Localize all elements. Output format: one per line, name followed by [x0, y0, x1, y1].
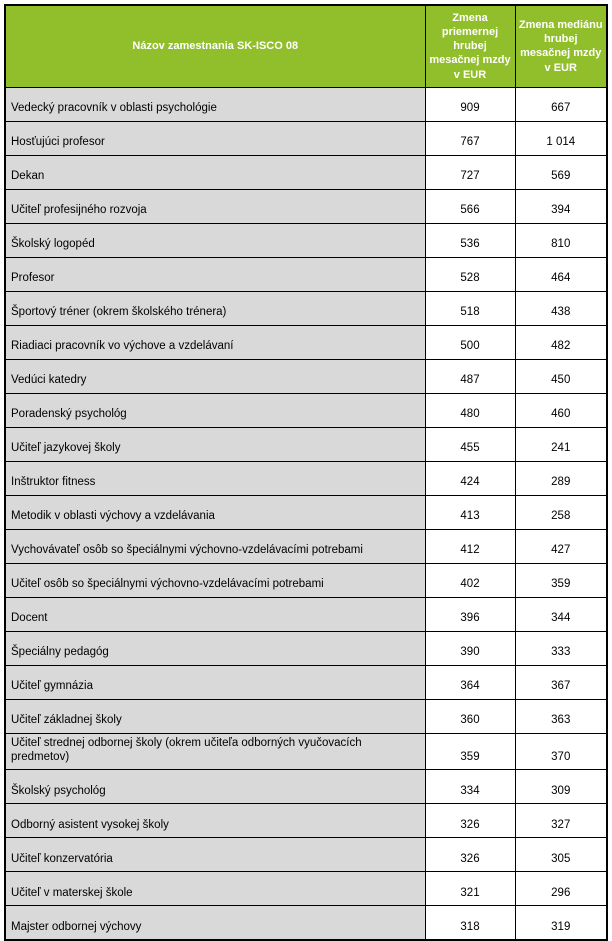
table-row: [5, 665, 607, 699]
avg-wage-change-cell: 364: [425, 665, 515, 699]
median-wage-change-cell: 394: [515, 189, 607, 223]
occupation-name-cell: Učiteľ základnej školy: [5, 699, 425, 733]
table-row: [5, 223, 607, 257]
column-header-occupation: Názov zamestnania SK-ISCO 08: [5, 5, 425, 87]
median-wage-change-cell: 370: [515, 733, 607, 770]
header-row: [5, 5, 607, 87]
avg-wage-change-cell: 321: [425, 872, 515, 906]
table-row: [5, 359, 607, 393]
table-header: [5, 5, 607, 87]
avg-wage-change-cell: 455: [425, 427, 515, 461]
occupation-name-cell: Hosťujúci profesor: [5, 121, 425, 155]
occupation-name-cell: Učiteľ gymnázia: [5, 665, 425, 699]
table-row: [5, 291, 607, 325]
median-wage-change-cell: 427: [515, 529, 607, 563]
table-row: [5, 804, 607, 838]
table-row: [5, 529, 607, 563]
occupation-name-cell: Dekan: [5, 155, 425, 189]
median-wage-change-cell: 482: [515, 325, 607, 359]
occupation-name-cell: Učiteľ konzervatória: [5, 838, 425, 872]
table-row: [5, 461, 607, 495]
avg-wage-change-cell: 480: [425, 393, 515, 427]
median-wage-change-cell: 569: [515, 155, 607, 189]
median-wage-change-cell: 1 014: [515, 121, 607, 155]
salary-change-table: [4, 4, 608, 941]
median-wage-change-cell: 305: [515, 838, 607, 872]
avg-wage-change-cell: 402: [425, 563, 515, 597]
median-wage-change-cell: 309: [515, 770, 607, 804]
avg-wage-change-cell: 528: [425, 257, 515, 291]
table-row: [5, 872, 607, 906]
occupation-name-cell: Vedúci katedry: [5, 359, 425, 393]
table-row: [5, 87, 607, 121]
avg-wage-change-cell: 326: [425, 838, 515, 872]
occupation-name-cell: Učiteľ profesijného rozvoja: [5, 189, 425, 223]
occupation-name-cell: Metodik v oblasti výchovy a vzdelávania: [5, 495, 425, 529]
table-row: [5, 325, 607, 359]
table-row: [5, 393, 607, 427]
table-row: [5, 495, 607, 529]
table-row: [5, 770, 607, 804]
occupation-name-cell: Učiteľ osôb so špeciálnymi výchovno-vzdelávacími potrebami: [5, 563, 425, 597]
avg-wage-change-cell: 413: [425, 495, 515, 529]
median-wage-change-cell: 810: [515, 223, 607, 257]
occupation-name-cell: Učiteľ strednej odbornej školy (okrem učiteľa odborných vyučovacích predmetov): [5, 733, 425, 770]
table-row: [5, 563, 607, 597]
median-wage-change-cell: 359: [515, 563, 607, 597]
median-wage-change-cell: 241: [515, 427, 607, 461]
column-header-avg-wage-change: Zmena priemernej hrubej mesačnej mzdy v EUR: [425, 5, 515, 87]
occupation-name-cell: Vedecký pracovník v oblasti psychológie: [5, 87, 425, 121]
table-row: [5, 699, 607, 733]
occupation-name-cell: Poradenský psychológ: [5, 393, 425, 427]
avg-wage-change-cell: 767: [425, 121, 515, 155]
median-wage-change-cell: 289: [515, 461, 607, 495]
avg-wage-change-cell: 326: [425, 804, 515, 838]
table-row: [5, 631, 607, 665]
occupation-name-cell: Vychovávateľ osôb so špeciálnymi výchovno-vzdelávacími potrebami: [5, 529, 425, 563]
table-row: [5, 597, 607, 631]
occupation-name-cell: Majster odbornej výchovy: [5, 906, 425, 941]
table-row: [5, 257, 607, 291]
avg-wage-change-cell: 390: [425, 631, 515, 665]
avg-wage-change-cell: 518: [425, 291, 515, 325]
table-row: [5, 121, 607, 155]
occupation-name-cell: Školský psychológ: [5, 770, 425, 804]
table-row: [5, 733, 607, 770]
table-row: [5, 189, 607, 223]
avg-wage-change-cell: 909: [425, 87, 515, 121]
table-row: [5, 427, 607, 461]
occupation-name-cell: Špeciálny pedagóg: [5, 631, 425, 665]
avg-wage-change-cell: 727: [425, 155, 515, 189]
median-wage-change-cell: 460: [515, 393, 607, 427]
median-wage-change-cell: 327: [515, 804, 607, 838]
median-wage-change-cell: 367: [515, 665, 607, 699]
avg-wage-change-cell: 536: [425, 223, 515, 257]
occupation-name-cell: Športový tréner (okrem školského trénera): [5, 291, 425, 325]
avg-wage-change-cell: 412: [425, 529, 515, 563]
avg-wage-change-cell: 424: [425, 461, 515, 495]
median-wage-change-cell: 438: [515, 291, 607, 325]
occupation-name-cell: Učiteľ v materskej škole: [5, 872, 425, 906]
occupation-name-cell: Inštruktor fitness: [5, 461, 425, 495]
table-body: [5, 87, 607, 940]
column-header-median-wage-change: Zmena mediánu hrubej mesačnej mzdy v EUR: [515, 5, 607, 87]
median-wage-change-cell: 333: [515, 631, 607, 665]
median-wage-change-cell: 363: [515, 699, 607, 733]
avg-wage-change-cell: 359: [425, 733, 515, 770]
occupation-name-cell: Odborný asistent vysokej školy: [5, 804, 425, 838]
median-wage-change-cell: 667: [515, 87, 607, 121]
avg-wage-change-cell: 396: [425, 597, 515, 631]
occupation-name-cell: Docent: [5, 597, 425, 631]
avg-wage-change-cell: 487: [425, 359, 515, 393]
median-wage-change-cell: 296: [515, 872, 607, 906]
avg-wage-change-cell: 566: [425, 189, 515, 223]
table-row: [5, 906, 607, 941]
avg-wage-change-cell: 500: [425, 325, 515, 359]
median-wage-change-cell: 319: [515, 906, 607, 941]
avg-wage-change-cell: 318: [425, 906, 515, 941]
median-wage-change-cell: 258: [515, 495, 607, 529]
occupation-name-cell: Školský logopéd: [5, 223, 425, 257]
occupation-name-cell: Učiteľ jazykovej školy: [5, 427, 425, 461]
table-row: [5, 838, 607, 872]
median-wage-change-cell: 344: [515, 597, 607, 631]
occupation-name-cell: Riadiaci pracovník vo výchove a vzdelávaní: [5, 325, 425, 359]
median-wage-change-cell: 464: [515, 257, 607, 291]
occupation-name-cell: Profesor: [5, 257, 425, 291]
avg-wage-change-cell: 360: [425, 699, 515, 733]
avg-wage-change-cell: 334: [425, 770, 515, 804]
table-row: [5, 155, 607, 189]
median-wage-change-cell: 450: [515, 359, 607, 393]
